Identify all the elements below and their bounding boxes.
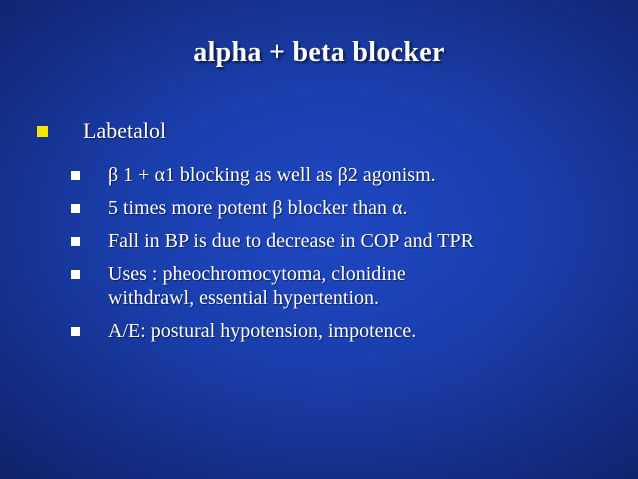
sub-bullet-text-line-2: withdrawl, essential hypertention. <box>108 287 380 309</box>
sub-bullet-item <box>71 163 571 187</box>
sub-bullet-item <box>71 319 571 343</box>
slide-title: alpha + beta blocker <box>193 37 445 68</box>
sub-bullet-list <box>71 163 571 352</box>
square-bullet-icon <box>37 126 48 137</box>
main-bullet-text: Labetalol <box>83 118 167 143</box>
sub-bullet-text: β 1 + α1 blocking as well as β2 agonism. <box>108 164 436 186</box>
square-bullet-icon <box>71 270 80 279</box>
sub-bullet-text-line-1: Uses : pheochromocytoma, clonidine <box>108 263 406 285</box>
sub-bullet-item <box>71 262 571 310</box>
sub-bullet-item <box>71 229 571 253</box>
sub-bullet-item <box>71 196 571 220</box>
square-bullet-icon <box>71 171 80 180</box>
square-bullet-icon <box>71 327 80 336</box>
square-bullet-icon <box>71 237 80 246</box>
square-bullet-icon <box>71 204 80 213</box>
sub-bullet-text: A/E: postural hypotension, impotence. <box>108 320 417 342</box>
sub-bullet-text: Fall in BP is due to decrease in COP and TPR <box>108 230 474 252</box>
sub-bullet-text: 5 times more potent β blocker than α. <box>108 197 408 219</box>
